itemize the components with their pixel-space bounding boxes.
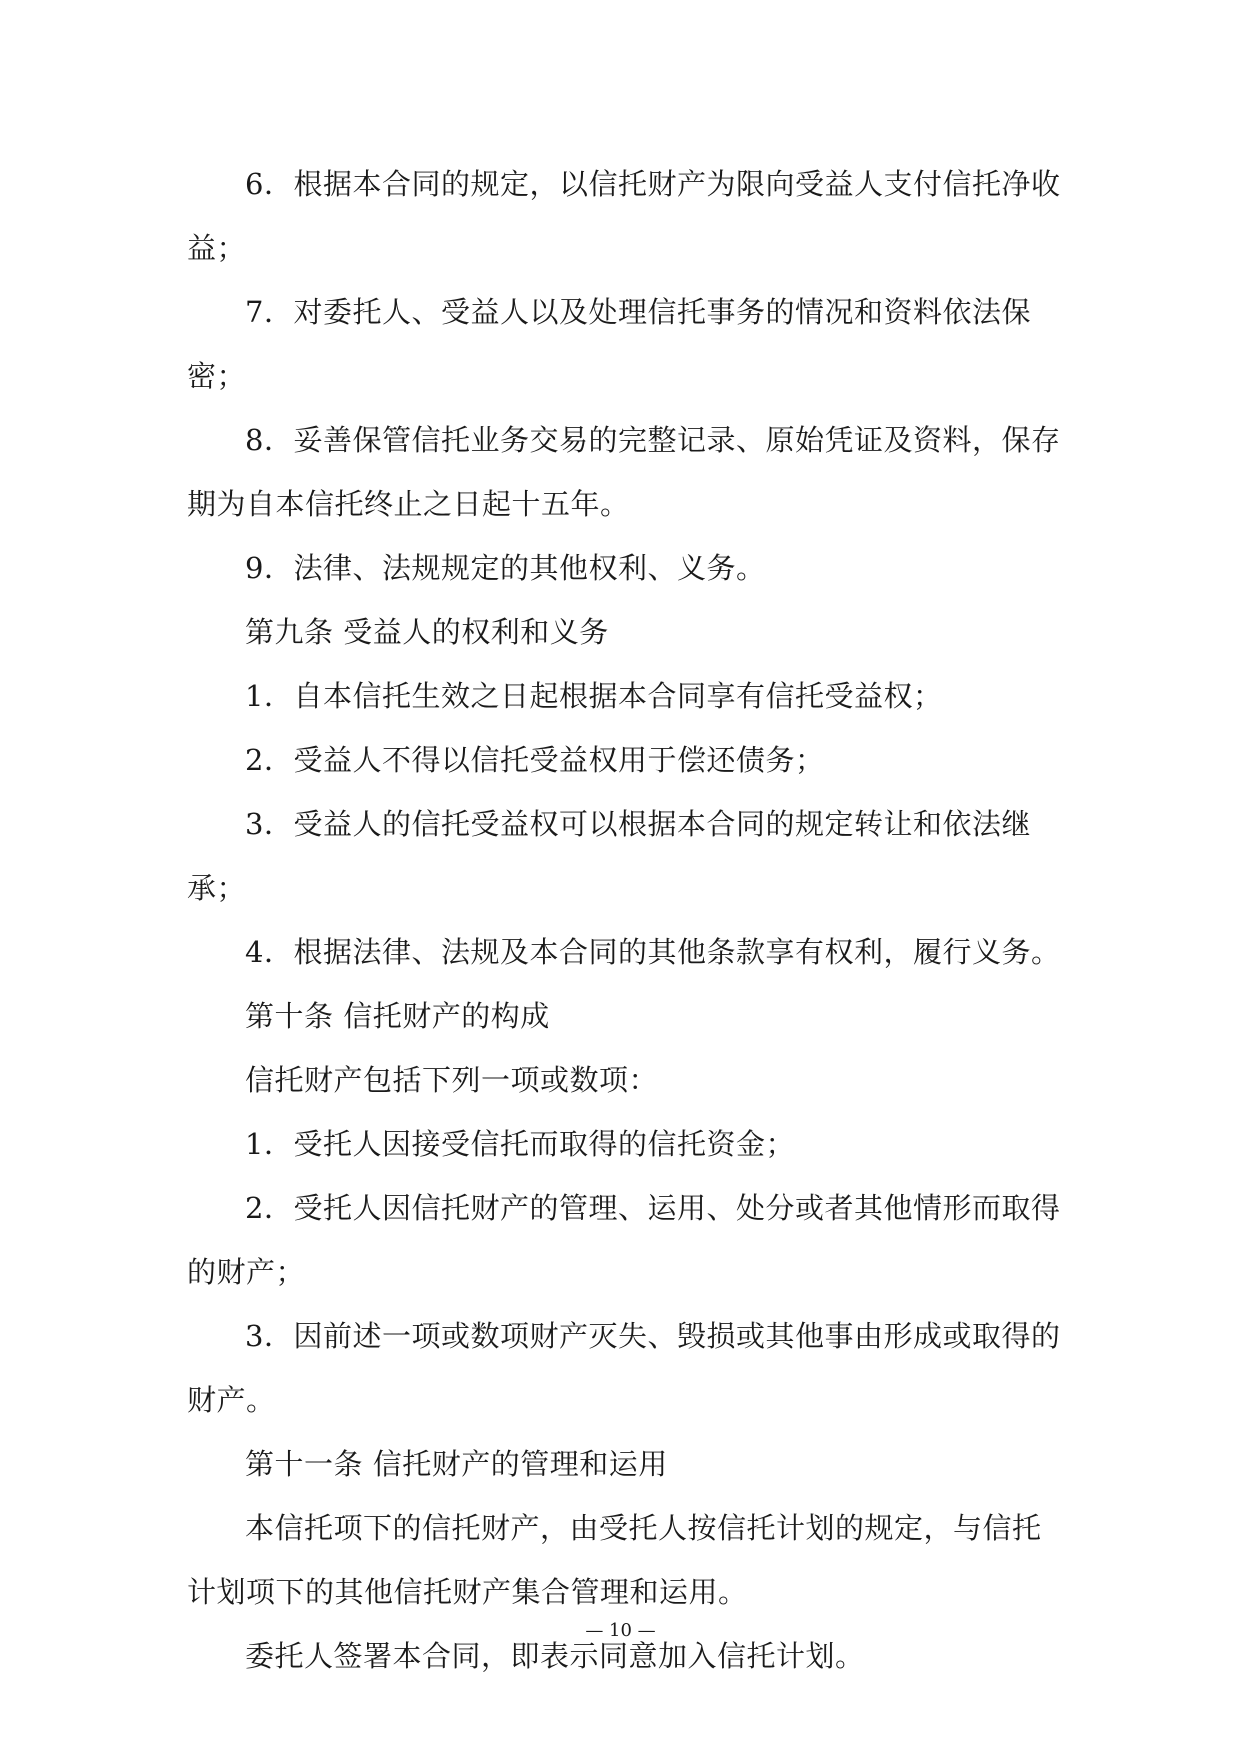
paragraph-beneficiary-right-3: 3．受益人的信托受益权可以根据本合同的规定转让和依法继承； <box>187 807 1031 905</box>
document-body <box>187 152 1067 1688</box>
paragraph-trust-property-intro: 信托财产包括下列一项或数项： <box>245 1063 659 1097</box>
paragraph-trustee-duty-7: 7．对委托人、受益人以及处理信托事务的情况和资料依法保密； <box>187 295 1031 393</box>
paragraph-trust-management: 本信托项下的信托财产，由受托人按信托计划的规定，与信托计划项下的其他信托财产集合管理和运用。 <box>187 1511 1042 1609</box>
paragraph-trust-property-1: 1．受托人因接受信托而取得的信托资金； <box>245 1127 795 1161</box>
paragraph-beneficiary-right-2: 2．受益人不得以信托受益权用于偿还债务； <box>245 743 825 777</box>
paragraph-trustee-duty-8: 8．妥善保管信托业务交易的完整记录、原始凭证及资料，保存期为自本信托终止之日起十五年。 <box>187 423 1061 521</box>
article-11-heading: 第十一条 信托财产的管理和运用 <box>245 1447 668 1481</box>
article-10-heading: 第十条 信托财产的构成 <box>245 999 550 1033</box>
article-9-heading: 第九条 受益人的权利和义务 <box>245 615 609 649</box>
paragraph-beneficiary-right-4: 4．根据法律、法规及本合同的其他条款享有权利，履行义务。 <box>245 935 1061 969</box>
paragraph-trust-property-2: 2．受托人因信托财产的管理、运用、处分或者其他情形而取得的财产； <box>187 1191 1061 1289</box>
paragraph-beneficiary-right-1: 1．自本信托生效之日起根据本合同享有信托受益权； <box>245 679 943 713</box>
paragraph-consent: 委托人签署本合同，即表示同意加入信托计划。 <box>245 1639 865 1673</box>
page-number: — 10 — <box>585 1620 656 1641</box>
paragraph-trustee-duty-6: 6．根据本合同的规定，以信托财产为限向受益人支付信托净收益； <box>187 167 1061 265</box>
paragraph-trust-property-3: 3．因前述一项或数项财产灭失、毁损或其他事由形成或取得的财产。 <box>187 1319 1061 1417</box>
paragraph-trustee-duty-9: 9．法律、法规规定的其他权利、义务。 <box>245 551 766 585</box>
